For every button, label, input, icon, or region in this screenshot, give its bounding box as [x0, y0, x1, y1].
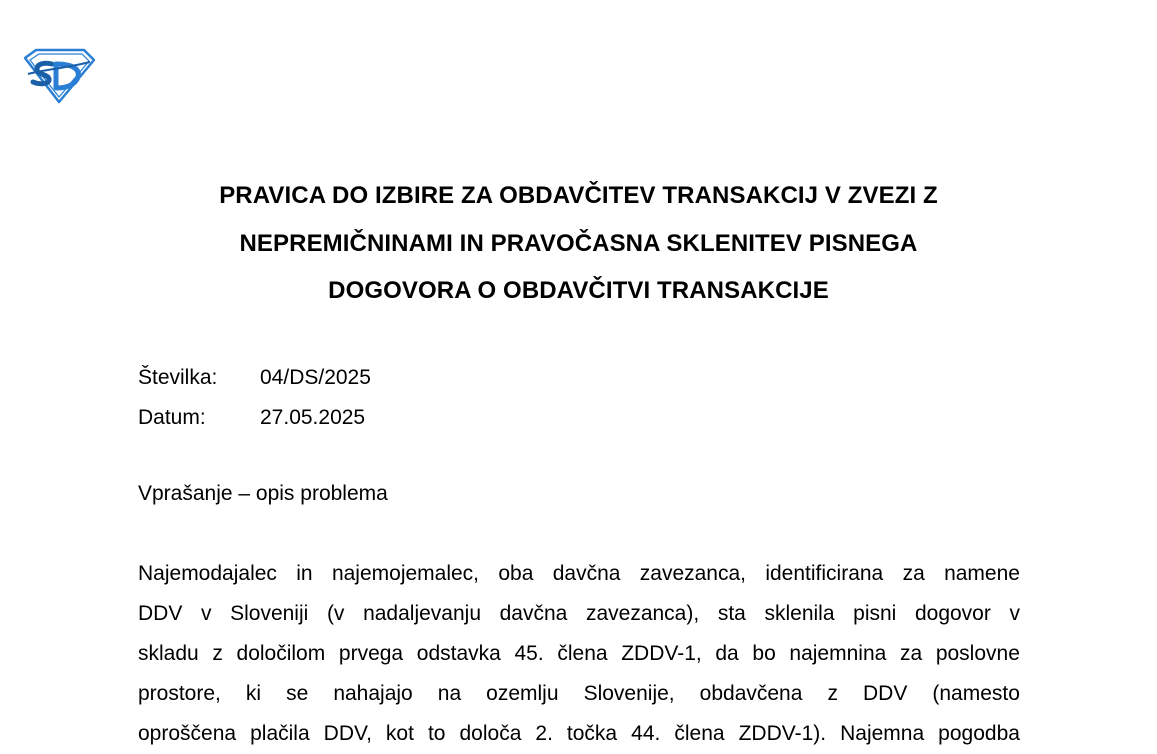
paragraph-line: skladu z določilom prvega odstavka 45. člena ZDDV-1, da bo najemnina za poslovne [138, 642, 1020, 665]
section-heading: Vprašanje – opis problema [138, 482, 388, 505]
title-line-1: PRAVICA DO IZBIRE ZA OBDAVČITEV TRANSAKCIJ V ZVEZI Z [219, 182, 938, 209]
sd-shield-logo-icon [22, 48, 96, 104]
number-label: Številka: [138, 366, 218, 389]
paragraph-line: prostore, ki se nahajajo na ozemlju Slovenije, obdavčena z DDV (namesto [138, 682, 1020, 705]
date-label: Datum: [138, 406, 206, 429]
date-value: 27.05.2025 [260, 406, 366, 429]
title-line-2: NEPREMIČNINAMI IN PRAVOČASNA SKLENITEV PISNEGA [239, 229, 918, 257]
paragraph-line: oproščena plačila DDV, kot to določa 2. točka 44. člena ZDDV-1). Najemna pogodba [138, 722, 1020, 745]
paragraph-line: DDV v Sloveniji (v nadaljevanju davčna zavezanca), sta sklenila pisni dogovor v [138, 602, 1020, 625]
number-value: 04/DS/2025 [260, 366, 371, 389]
paragraph-line: Najemodajalec in najemojemalec, oba davčna zavezanca, identificirana za namene [138, 562, 1020, 585]
body-paragraph [138, 554, 1020, 754]
document-title [120, 172, 1037, 315]
title-line-3: DOGOVORA O OBDAVČITVI TRANSAKCIJE [328, 277, 829, 304]
